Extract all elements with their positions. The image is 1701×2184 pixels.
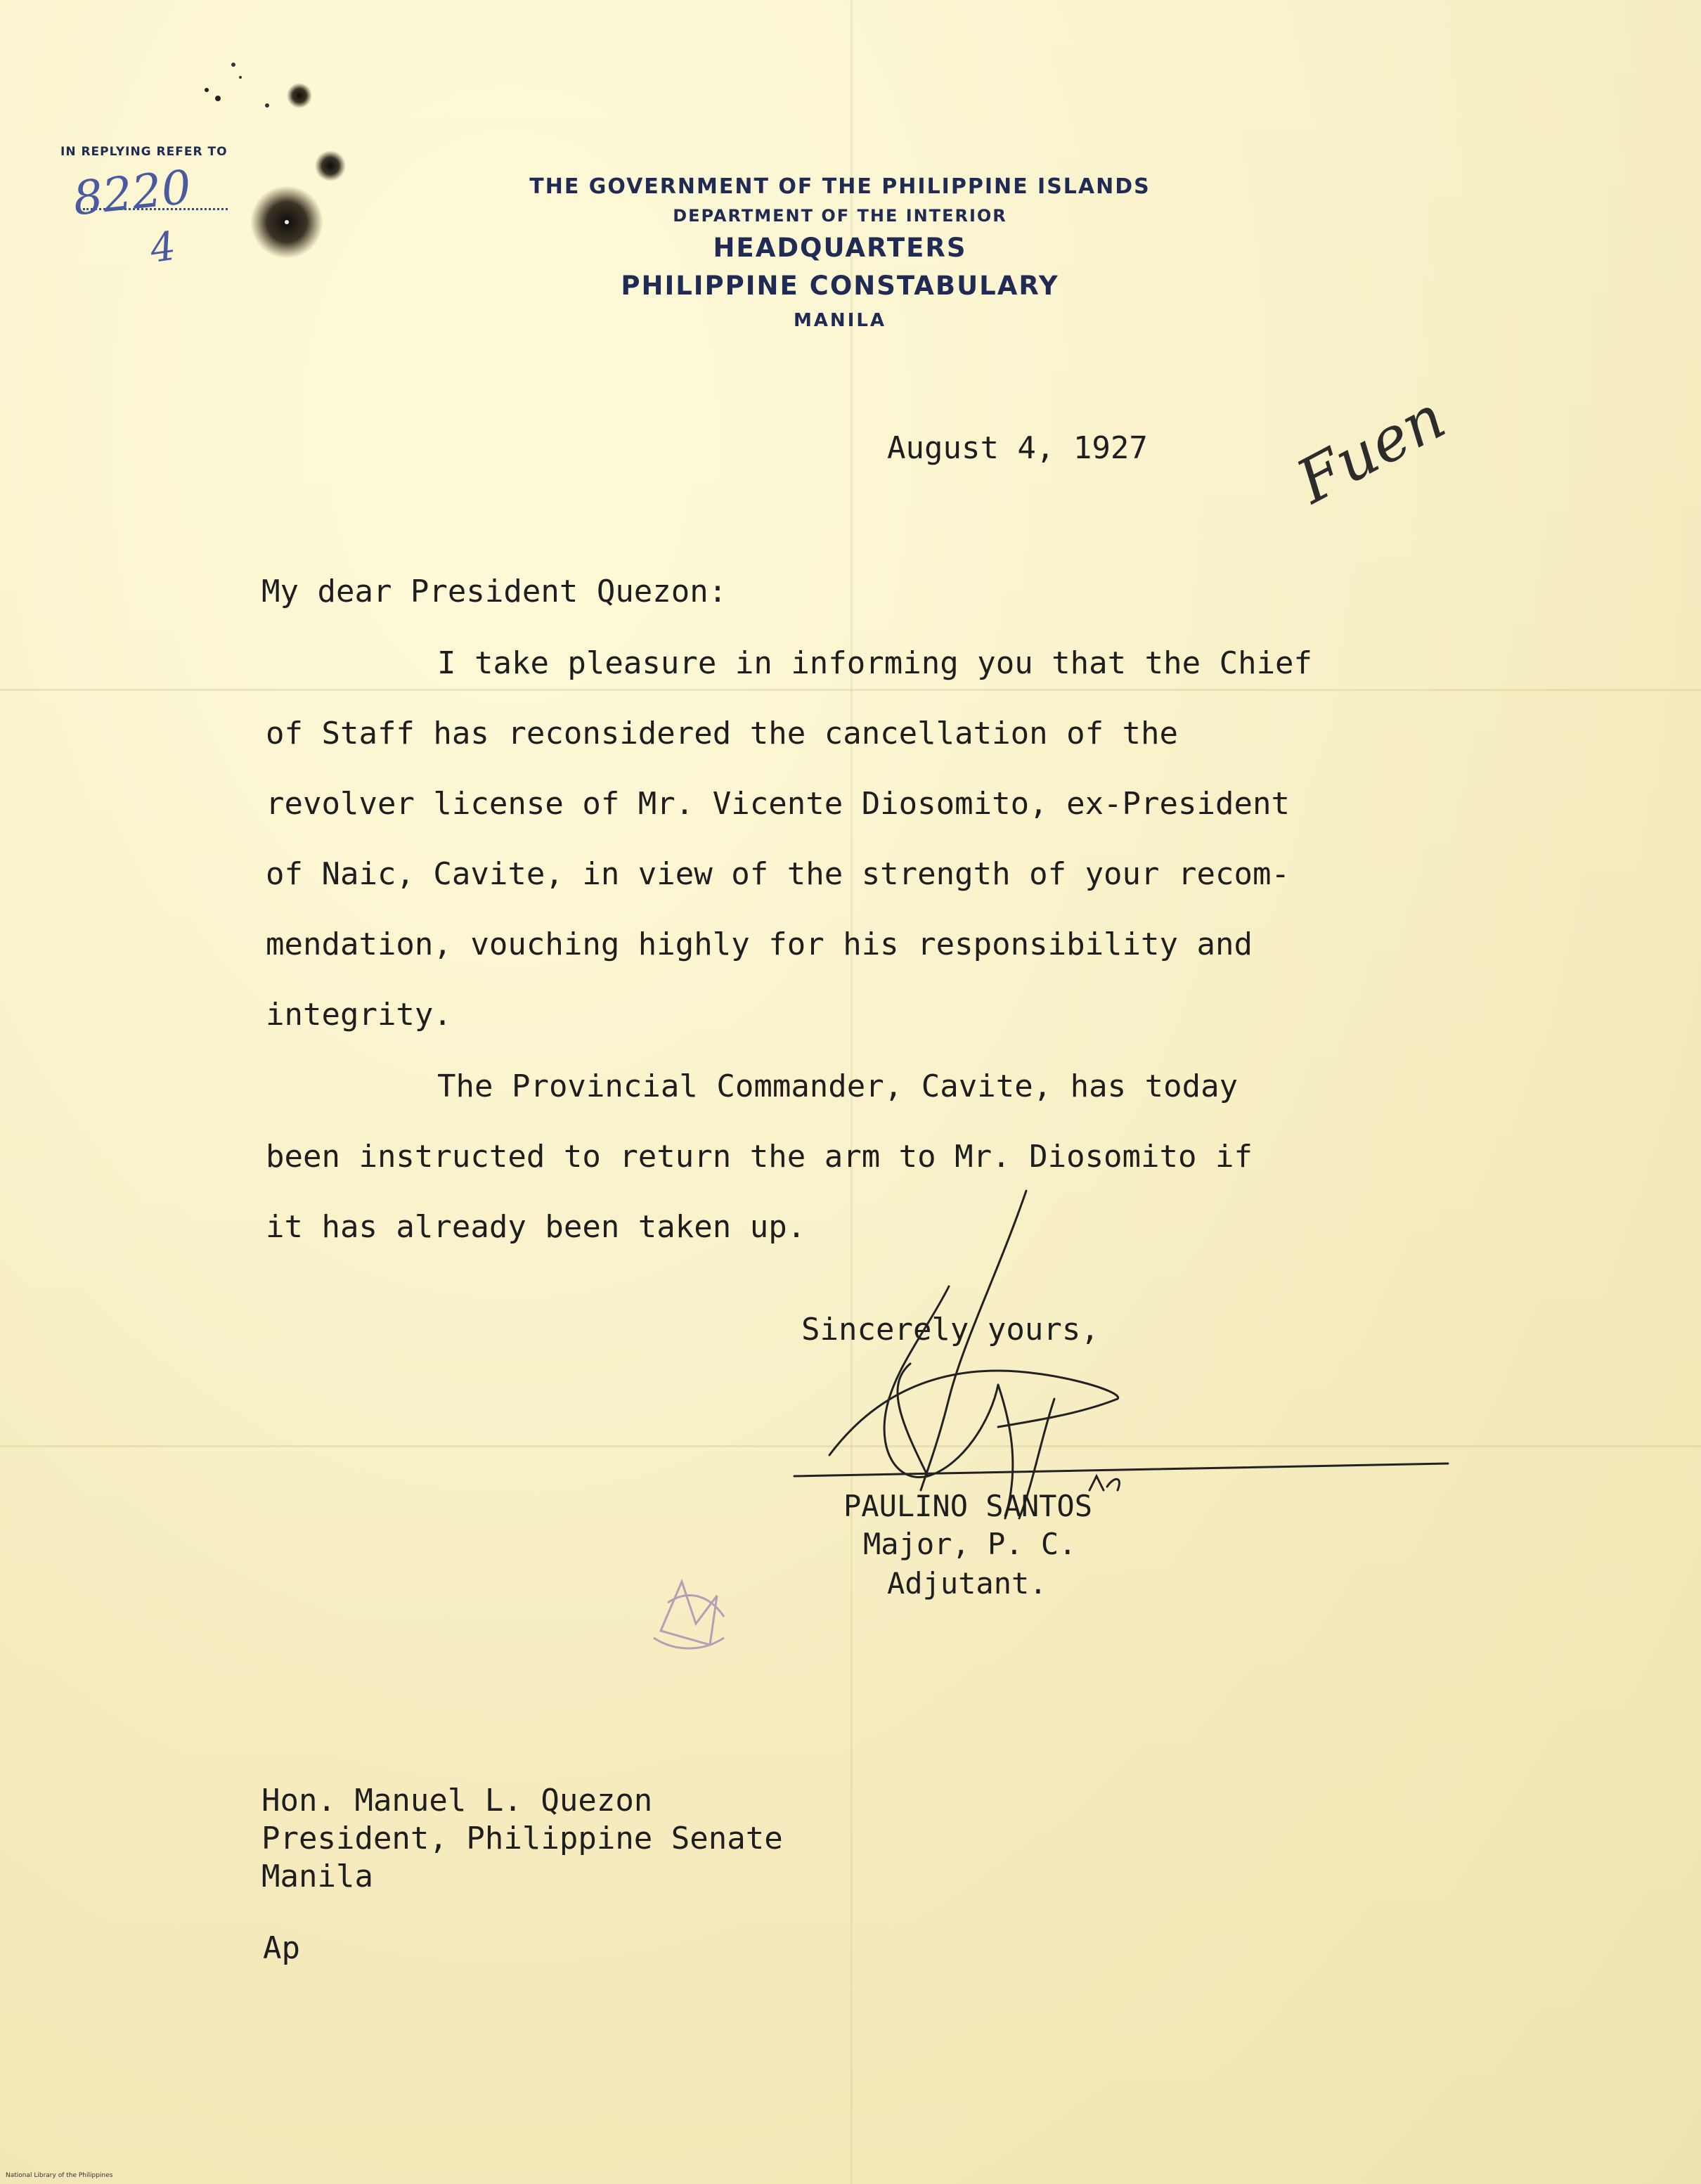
- signatory-name: PAULINO SANTOS: [843, 1489, 1093, 1523]
- signatory-title: Adjutant.: [887, 1566, 1047, 1601]
- body-line: mendation, vouching highly for his responsibility and: [266, 926, 1253, 962]
- body-line: I take pleasure in informing you that the Chief: [437, 645, 1313, 681]
- purple-stamp-mark: [633, 1553, 745, 1666]
- typist-initials: Ap: [263, 1930, 300, 1966]
- salutation: My dear President Quezon:: [261, 574, 727, 609]
- handwritten-margin-note: Fuen: [1286, 382, 1456, 518]
- letterhead-government: THE GOVERNMENT OF THE PHILIPPINE ISLANDS: [529, 174, 1151, 199]
- letter-date: August 4, 1927: [887, 430, 1148, 466]
- handwritten-reference-number: 8220: [70, 160, 194, 226]
- handwritten-reference-sub: 4: [147, 223, 179, 273]
- recipient-city: Manila: [261, 1859, 373, 1894]
- recipient-name: Hon. Manuel L. Quezon: [261, 1783, 653, 1818]
- letterhead-constabulary: PHILIPPINE CONSTABULARY: [621, 271, 1059, 301]
- letterhead-department: DEPARTMENT OF THE INTERIOR: [673, 206, 1007, 226]
- body-line: integrity.: [266, 997, 452, 1033]
- recipient-title: President, Philippine Senate: [261, 1821, 783, 1856]
- reply-reference-label: IN REPLYING REFER TO: [60, 145, 228, 159]
- ink-blot-stains: [183, 49, 366, 274]
- letterhead-city: MANILA: [793, 310, 887, 331]
- body-line: been instructed to return the arm to Mr. Diosomito if: [266, 1139, 1253, 1175]
- body-line: revolver license of Mr. Vicente Diosomito, ex-President: [266, 786, 1290, 822]
- handwritten-signature: [787, 1188, 1490, 1539]
- signatory-rank: Major, P. C.: [863, 1527, 1077, 1561]
- body-line: of Naic, Cavite, in view of the strength of your recom-: [266, 856, 1290, 892]
- body-line: it has already been taken up.: [266, 1209, 806, 1245]
- body-line: The Provincial Commander, Cavite, has today: [437, 1068, 1238, 1104]
- letterhead-headquarters: HEADQUARTERS: [713, 233, 967, 263]
- archive-footer: National Library of the Philippines: [6, 2172, 113, 2179]
- body-line: of Staff has reconsidered the cancellation of the: [266, 716, 1179, 751]
- letterhead: [422, 172, 1258, 336]
- closing: Sincerely yours,: [801, 1312, 1099, 1348]
